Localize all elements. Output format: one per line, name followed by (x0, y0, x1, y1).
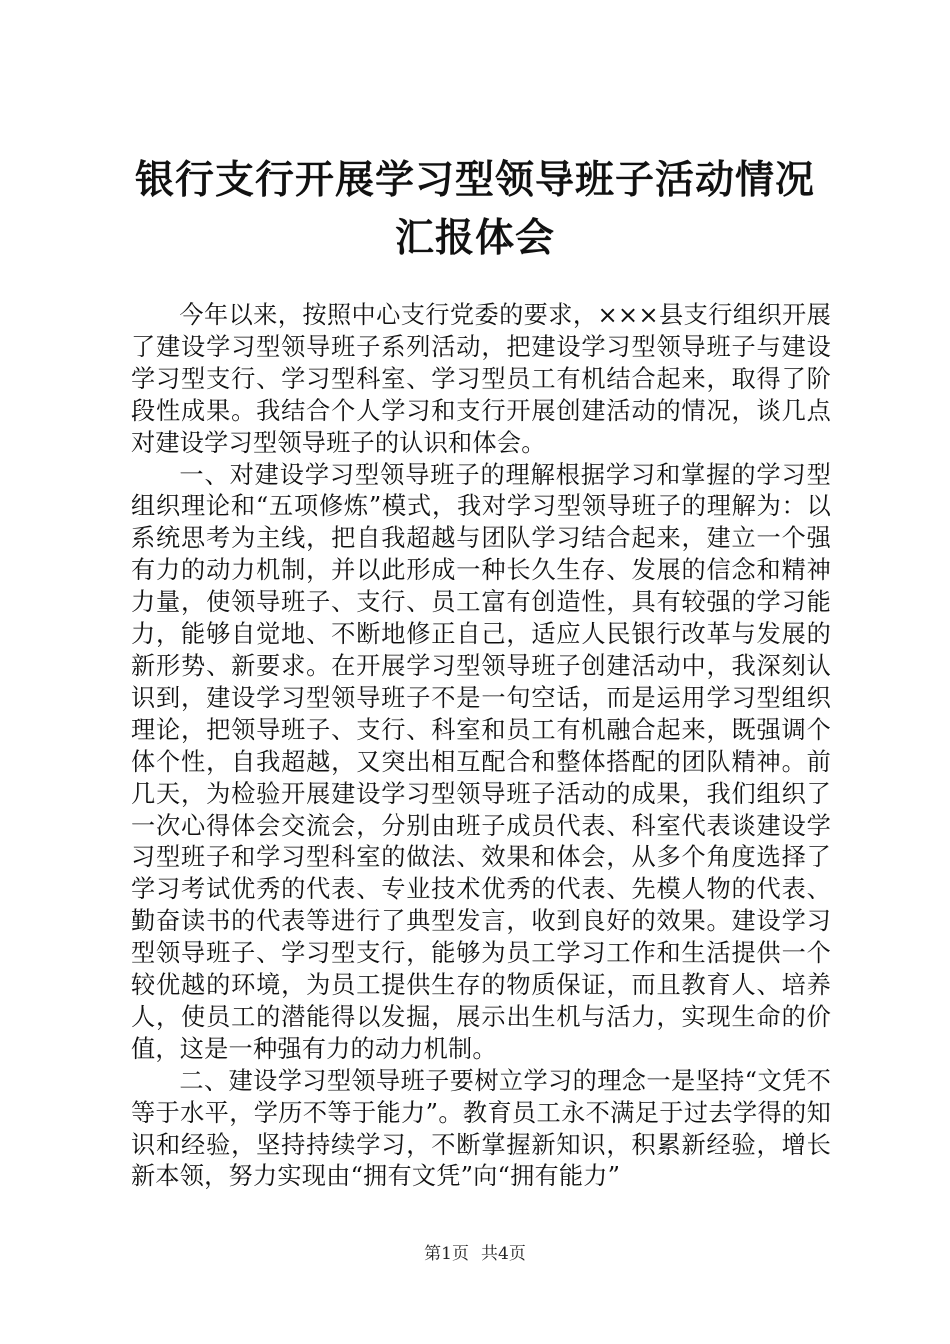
paragraph-section-one: 一、对建设学习型领导班子的理解根据学习和掌握的学习型组织理论和“五项修炼”模式，我对学习型领导班子的理解为：以系统思考为主线，把自我超越与团队学习结合起来，建立一个强有力的动力机制，并以此形成一种长久生存、发展的信念和精神力量，使领导班子、支行、员工富有创造性，具有较强的学习能力，能够自觉地、不断地修正自己，适应人民银行改革与发展的新形势、新要求。在开展学习型领导班子创建活动中，我深刻认识到，建设学习型领导班子不是一句空话，而是运用学习型组织理论，把领导班子、支行、科室和员工有机融合起来，既强调个体个性，自我超越，又突出相互配合和整体搭配的团队精神。前几天，为检验开展建设学习型领导班子活动的成果，我们组织了一次心得体会交流会，分别由班子成员代表、科室代表谈建设学习型班子和学习型科室的做法、效果和体会，从多个角度选择了学习考试优秀的代表、专业技术优秀的代表、先模人物的代表、勤奋读书的代表等进行了典型发言，收到良好的效果。建设学习型领导班子、学习型支行，能够为员工学习工作和生活提供一个较优越的环境，为员工提供生存的物质保证，而且教育人、培养人，使员工的潜能得以发掘，展示出生机与活力，实现生命的价值，这是一种强有力的动力机制。 (131, 460, 831, 1063)
page-total: 共4页 (481, 1244, 526, 1264)
paragraph-section-two: 二、建设学习型领导班子要树立学习的理念一是坚持“文凭不等于水平，学历不等于能力”。教育员工永不满足于过去学得的知识和经验，坚持持续学习，不断掌握新知识，积累新经验，增长新本领，努力实现由“拥有文凭”向“拥有能力” (131, 1066, 831, 1191)
page-footer (0, 1243, 950, 1265)
document-body (131, 300, 831, 1193)
page-number: 第1页 (424, 1244, 469, 1264)
document-title: 银行支行开展学习型领导班子活动情况汇报体会 (134, 158, 815, 261)
paragraph-intro: 今年以来，按照中心支行党委的要求，×××县支行组织开展了建设学习型领导班子系列活动，把建设学习型领导班子与建设学习型支行、学习型科室、学习型员工有机结合起来，取得了阶段性成果。我结合个人学习和支行开展创建活动的情况，谈几点对建设学习型领导班子的认识和体会。 (131, 301, 831, 457)
